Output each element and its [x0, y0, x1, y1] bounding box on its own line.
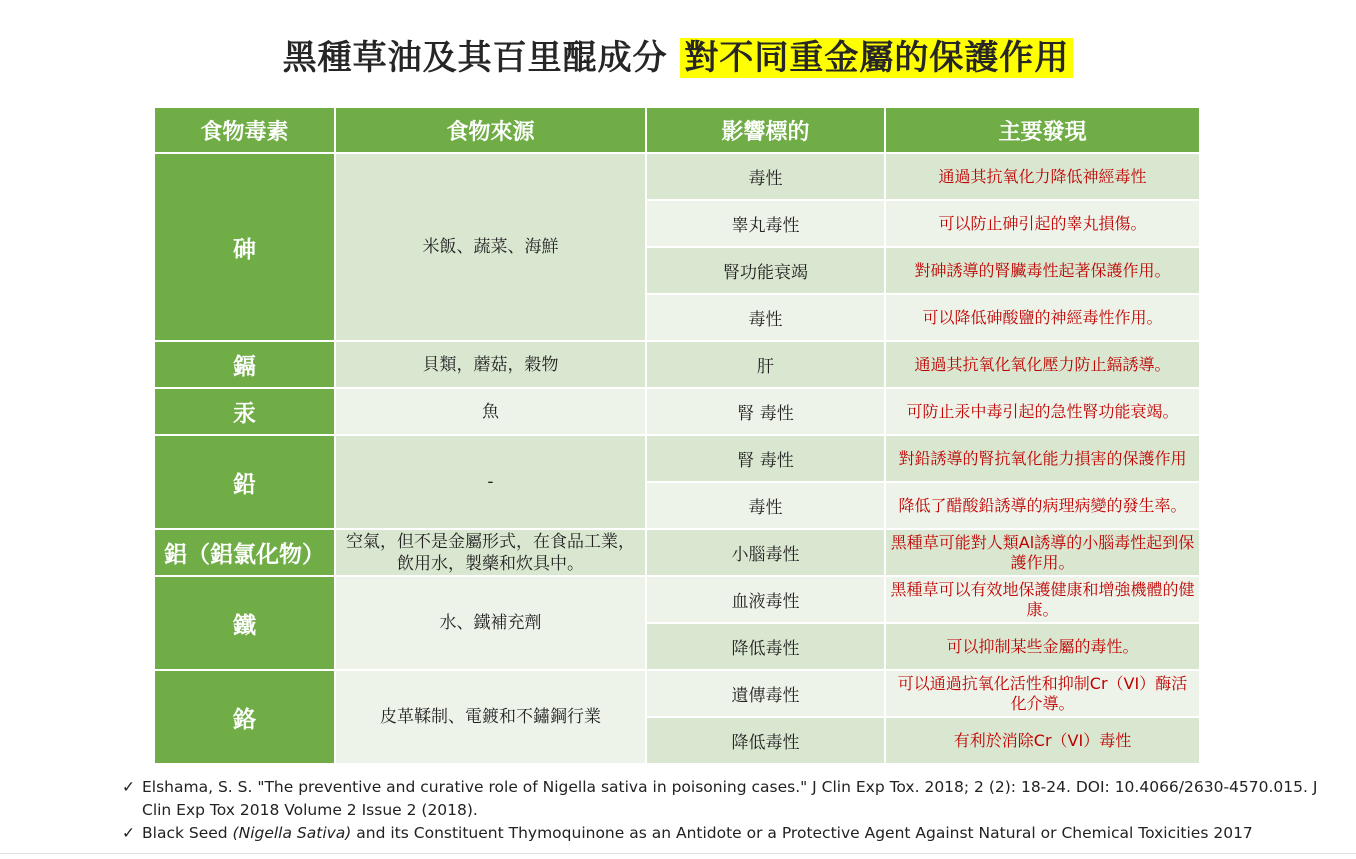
reference-text-part: and its Constituent Thymoquinone as an Antidote or a Protective Agent Against Natural or Chemical Toxicities 2017: [351, 824, 1253, 842]
table-row: [155, 436, 1199, 481]
finding-cell: 有利於消除Cr（VI）毒性: [886, 718, 1199, 763]
table-row: [155, 154, 1199, 199]
header-source: 食物來源: [336, 108, 645, 152]
target-cell: 肝: [647, 342, 884, 387]
toxin-cell: 砷: [155, 154, 334, 340]
target-cell: 降低毒性: [647, 624, 884, 669]
table-row: [155, 342, 1199, 387]
heavy-metal-table: [153, 106, 1201, 765]
table-row: [155, 671, 1199, 716]
toxin-cell: 鉻: [155, 671, 334, 763]
table-row: [155, 530, 1199, 575]
table-header-row: [155, 108, 1199, 152]
toxin-cell: 鋁（鋁氯化物）: [155, 530, 334, 575]
divider: [0, 853, 1356, 854]
finding-cell: 可以防止砷引起的睾丸損傷。: [886, 201, 1199, 246]
slide-title: [0, 30, 1356, 79]
reference-italic: (Nigella Sativa): [232, 824, 352, 842]
target-cell: 毒性: [647, 154, 884, 199]
table-row: [155, 389, 1199, 434]
target-cell: 毒性: [647, 483, 884, 528]
target-cell: 血液毒性: [647, 577, 884, 622]
source-cell: 貝類，蘑菇，穀物: [336, 342, 645, 387]
finding-cell: 通過其抗氧化氧化壓力防止鎘誘導。: [886, 342, 1199, 387]
header-finding: 主要發現: [886, 108, 1199, 152]
finding-cell: 降低了醋酸鉛誘導的病理病變的發生率。: [886, 483, 1199, 528]
header-toxin: 食物毒素: [155, 108, 334, 152]
references: [122, 776, 1322, 845]
source-cell: 水、鐵補充劑: [336, 577, 645, 669]
toxin-cell: 鎘: [155, 342, 334, 387]
finding-cell: 黑種草可能對人類Al誘導的小腦毒性起到保護作用。: [886, 530, 1199, 575]
source-cell: 魚: [336, 389, 645, 434]
toxin-cell: 汞: [155, 389, 334, 434]
target-cell: 遺傳毒性: [647, 671, 884, 716]
source-cell: -: [336, 436, 645, 528]
table-row: [155, 577, 1199, 622]
finding-cell: 通過其抗氧化力降低神經毒性: [886, 154, 1199, 199]
target-cell: 腎功能衰竭: [647, 248, 884, 293]
finding-cell: 黑種草可以有效地保護健康和增強機體的健康。: [886, 577, 1199, 622]
target-cell: 腎 毒性: [647, 436, 884, 481]
target-cell: 毒性: [647, 295, 884, 340]
reference-text: Elshama, S. S. "The preventive and curative role of Nigella sativa in poisoning cases." J Clin Exp Tox. 2018; 2 (2): 18-24. DOI: 10.4066/2630-4570.015. J Clin Exp Tox 2018 Volume 2 Issue 2 (2018).: [142, 778, 1318, 819]
source-cell: 米飯、蔬菜、海鮮: [336, 154, 645, 340]
reference-text-part: Black Seed: [142, 824, 233, 842]
header-target: 影響標的: [647, 108, 884, 152]
reference-item: [122, 776, 1322, 822]
target-cell: 小腦毒性: [647, 530, 884, 575]
target-cell: 睾丸毒性: [647, 201, 884, 246]
title-plain: 黑種草油及其百里醌成分: [282, 38, 668, 78]
reference-text: [142, 822, 1253, 845]
finding-cell: 可以降低砷酸鹽的神經毒性作用。: [886, 295, 1199, 340]
target-cell: 腎 毒性: [647, 389, 884, 434]
finding-cell: 可以抑制某些金屬的毒性。: [886, 624, 1199, 669]
finding-cell: 對鉛誘導的腎抗氧化能力損害的保護作用: [886, 436, 1199, 481]
source-cell: 皮革鞣制、電鍍和不鏽鋼行業: [336, 671, 645, 763]
toxin-cell: 鉛: [155, 436, 334, 528]
toxin-cell: 鐵: [155, 577, 334, 669]
target-cell: 降低毒性: [647, 718, 884, 763]
checkmark-icon: ✓: [122, 824, 135, 842]
finding-cell: 對砷誘導的腎臟毒性起著保護作用。: [886, 248, 1199, 293]
checkmark-icon: ✓: [122, 778, 135, 796]
finding-cell: 可防止汞中毒引起的急性腎功能衰竭。: [886, 389, 1199, 434]
source-cell: 空氣，但不是金屬形式，在食品工業，飲用水，製藥和炊具中。: [336, 530, 645, 575]
finding-cell: 可以通過抗氧化活性和抑制Cr（VI）酶活化介導。: [886, 671, 1199, 716]
title-highlight: 對不同重金屬的保護作用: [680, 38, 1073, 78]
reference-item: [122, 822, 1322, 845]
